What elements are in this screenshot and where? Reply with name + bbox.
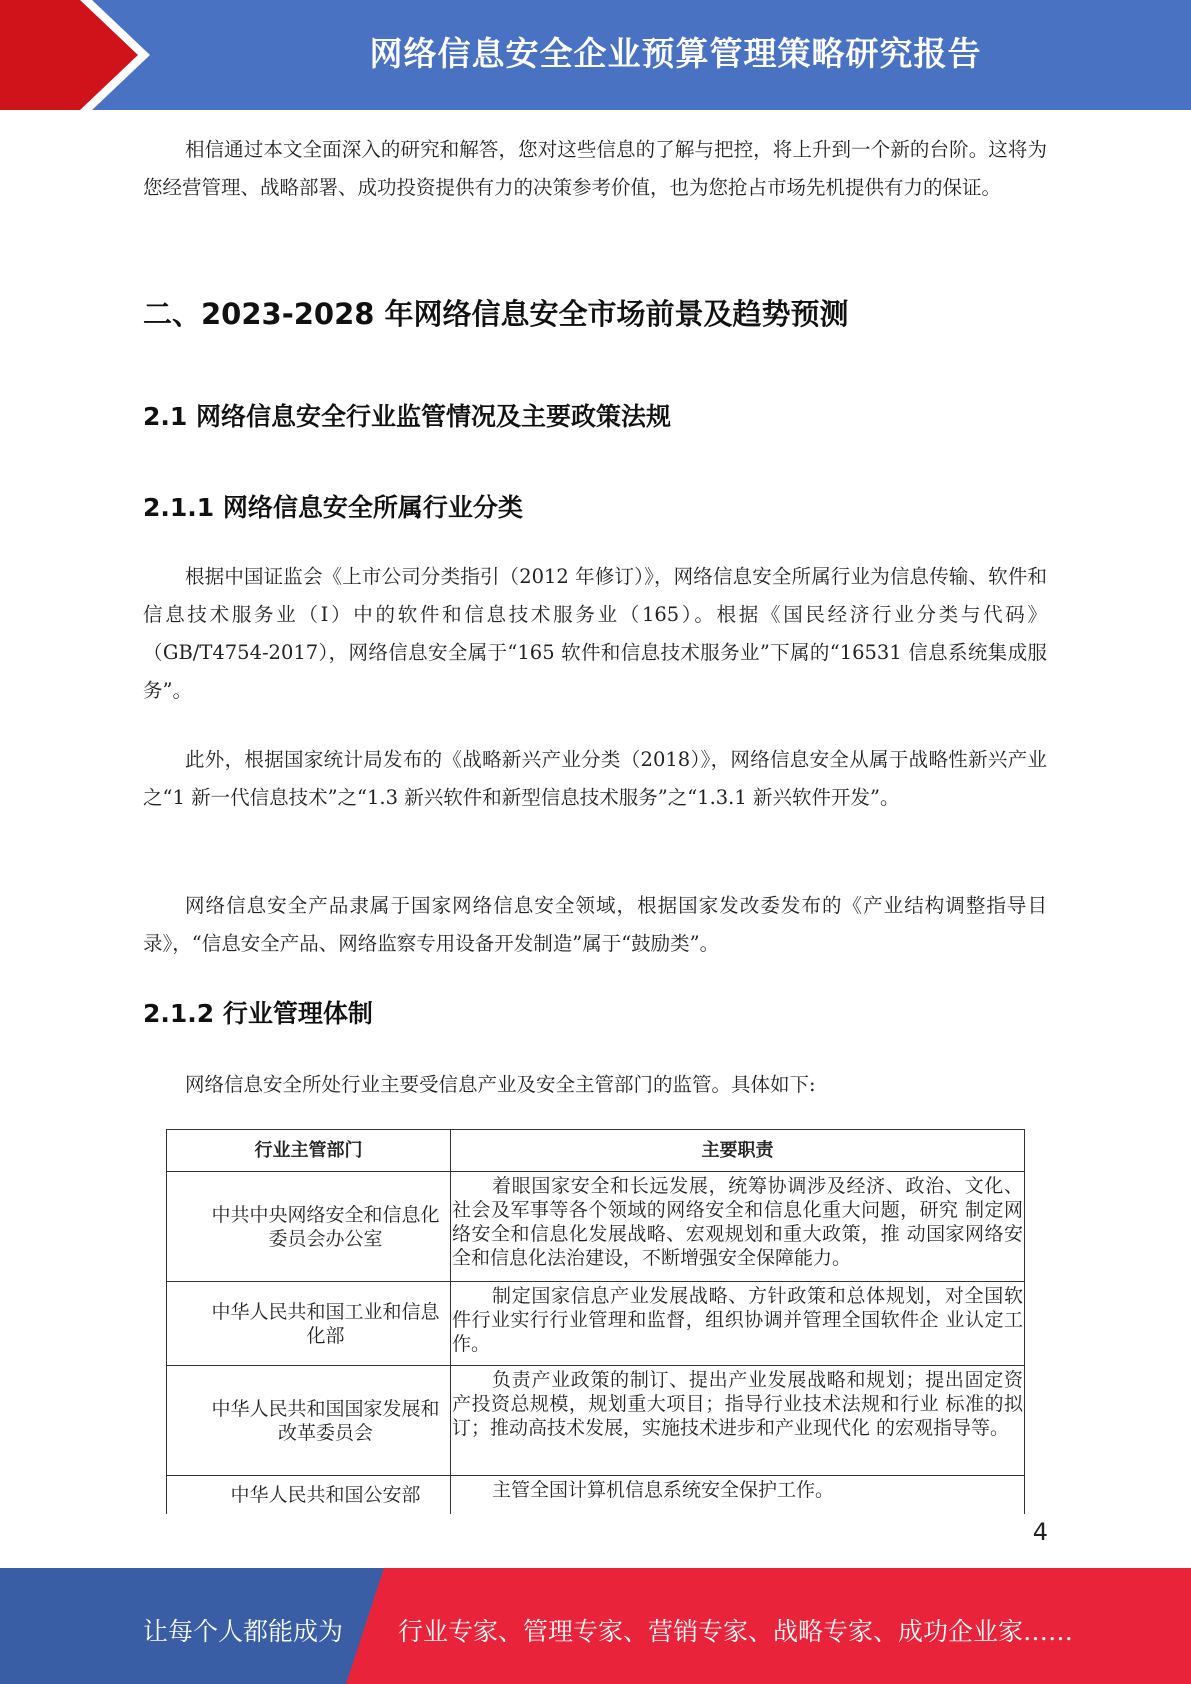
table-header-row bbox=[167, 1130, 1025, 1172]
subsection-heading: 2.1 网络信息安全行业监管情况及主要政策法规 bbox=[143, 402, 671, 431]
duty-cell: 主管全国计算机信息系统安全保护工作。 bbox=[451, 1476, 1025, 1514]
dept-cell: 中华人民共和国公安部 bbox=[167, 1476, 451, 1514]
table-header-cell: 行业主管部门 bbox=[167, 1130, 451, 1172]
subsubsection-heading-classification: 2.1.1 网络信息安全所属行业分类 bbox=[143, 493, 523, 522]
page-header-banner bbox=[0, 0, 1191, 110]
subsubsection-heading-management: 2.1.2 行业管理体制 bbox=[143, 999, 373, 1028]
page-footer-banner bbox=[0, 1568, 1191, 1684]
dept-cell: 中华人民共和国工业和信息化部 bbox=[167, 1282, 451, 1366]
intro-paragraph: 相信通过本文全面深入的研究和解答，您对这些信息的了解与把控，将上升到一个新的台阶。这将为您经营管理、战略部署、成功投资提供有力的决策参考价值，也为您抢占市场先机提供有力的保证。 bbox=[143, 138, 1047, 199]
duty-cell: 着眼国家安全和长远发展，统筹协调涉及经济、政治、文化、社会及军事等各个领域的网络安全和信息化重大问题，研究 制定网络安全和信息化发展战略、宏观规划和重大政策，推 动国家网络安全和信息化法治建设，不断增强安全保障能力。 bbox=[451, 1172, 1025, 1282]
table-row bbox=[167, 1282, 1025, 1366]
body-paragraph: 根据中国证监会《上市公司分类指引（2012 年修订）》，网络信息安全所属行业为信息传输、软件和信息技术服务业（I）中的软件和信息技术服务业（165）。根据《国民经济行业分类与代码》（GB/T4754-2017），网络信息安全属于“165 软件和信息技术服务业”下属的“16531 信息系统集成服务”。 bbox=[143, 565, 1047, 702]
table-header-cell: 主要职责 bbox=[451, 1130, 1025, 1172]
body-paragraph: 网络信息安全产品隶属于国家网络信息安全领域，根据国家发改委发布的《产业结构调整指导目录》，“信息安全产品、网络监察专用设备开发制造”属于“鼓励类”。 bbox=[143, 894, 1047, 955]
footer-slogan-left: 让每个人都能成为 bbox=[143, 1617, 344, 1646]
body-paragraph: 此外，根据国家统计局发布的《战略新兴产业分类（2018）》，网络信息安全从属于战略性新兴产业之“1 新一代信息技术”之“1.3 新兴软件和新型信息技术服务”之“1.3.1 新兴软件开发”。 bbox=[143, 748, 1047, 809]
header-chevron-decoration bbox=[0, 0, 160, 110]
table-row bbox=[167, 1476, 1025, 1514]
footer-slogan-right: 行业专家、管理专家、营销专家、战略专家、成功企业家…… bbox=[398, 1617, 1074, 1646]
table-row bbox=[167, 1366, 1025, 1476]
dept-cell: 中华人民共和国国家发展和改革委员会 bbox=[167, 1366, 451, 1476]
dept-cell: 中共中央网络安全和信息化委员会办公室 bbox=[167, 1172, 451, 1282]
duty-cell: 负责产业政策的制订、提出产业发展战略和规划；提出固定资产投资总规模，规划重大项目；指导行业技术法规和行业 标准的拟订；推动高技术发展，实施技术进步和产业现代化 的宏观指导等。 bbox=[451, 1366, 1025, 1476]
duty-cell: 制定国家信息产业发展战略、方针政策和总体规划，对全国软件行业实行行业管理和监督，组织协调并管理全国软件企 业认定工作。 bbox=[451, 1282, 1025, 1366]
page-number: 4 bbox=[1032, 1518, 1048, 1546]
table-intro-paragraph: 网络信息安全所处行业主要受信息产业及安全主管部门的监管。具体如下: bbox=[185, 1073, 816, 1096]
regulators-table bbox=[166, 1129, 1025, 1514]
report-title: 网络信息安全企业预算管理策略研究报告 bbox=[369, 34, 982, 73]
section-heading: 二、2023-2028 年网络信息安全市场前景及趋势预测 bbox=[143, 297, 849, 331]
table-row bbox=[167, 1172, 1025, 1282]
